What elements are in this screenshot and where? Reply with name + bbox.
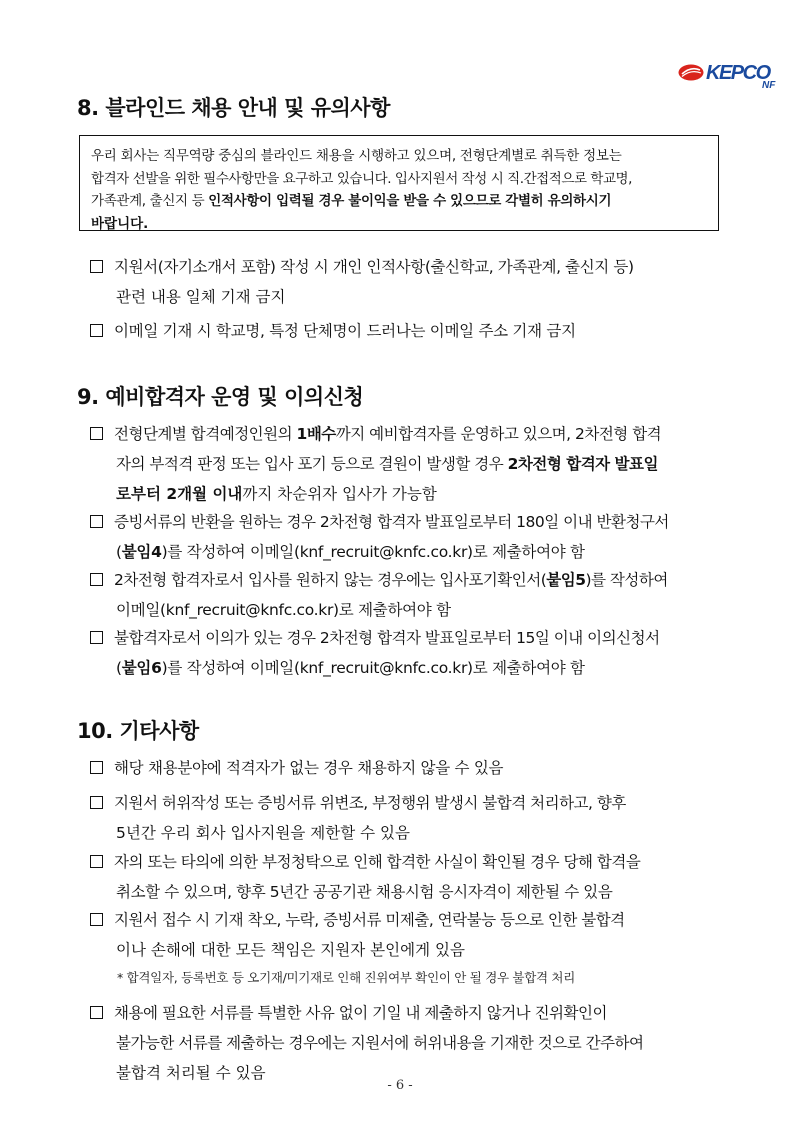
list-item: 전형단계별 합격예정인원의 1배수까지 예비합격자를 운영하고 있으며, 2차전형 합격 자의 부적격 판정 또는 입사 포기 등으로 결원이 발생할 경우 2차전형 합격자 발표일 로부터 2개월 이내까지 차순위자 입사가 가능함 (90, 419, 730, 509)
checkbox-bullet-icon (90, 761, 103, 774)
checkbox-bullet-icon (90, 427, 103, 440)
checkbox-bullet-icon (90, 324, 103, 337)
notice-highlight: 인적사항이 입력될 경우 불이익을 받을 수 있으므로 각별히 유의하시기 (208, 193, 612, 209)
list-item: 증빙서류의 반환을 원하는 경우 2차전형 합격자 발표일로부터 180일 이내 반환청구서 (붙임4)를 작성하여 이메일(knf_recruit@knfc.co.kr)로 제출하여야 함 (90, 507, 730, 567)
checkbox-bullet-icon (90, 260, 103, 273)
checkbox-bullet-icon (90, 855, 103, 868)
list-item: 2차전형 합격자로서 입사를 원하지 않는 경우에는 입사포기확인서(붙임5)를 작성하여 이메일(knf_recruit@knfc.co.kr)로 제출하여야 함 (90, 565, 730, 625)
blind-hiring-notice-box (79, 135, 719, 231)
notice-line: 바랍니다. (91, 215, 149, 232)
list-item: 지원서 허위작성 또는 증빙서류 위변조, 부정행위 발생시 불합격 처리하고, 향후 5년간 우리 회사 입사지원을 제한할 수 있음 (90, 788, 730, 848)
checkbox-bullet-icon (90, 913, 103, 926)
kepco-logo-mark-icon (678, 64, 704, 81)
notice-line: 합격자 선발을 위한 필수사항만을 요구하고 있습니다. 입사지원서 작성 시 직.간접적으로 학교명, (91, 170, 632, 187)
checkbox-bullet-icon (90, 631, 103, 644)
list-item: 불합격자로서 이의가 있는 경우 2차전형 합격자 발표일로부터 15일 이내 이의신청서 (붙임6)를 작성하여 이메일(knf_recruit@knfc.co.kr)로 제출하여야 함 (90, 623, 730, 683)
checkbox-bullet-icon (90, 573, 103, 586)
section-8-title: 8. 블라인드 채용 안내 및 유의사항 (77, 96, 390, 120)
list-item: 지원서(자기소개서 포함) 작성 시 개인 인적사항(출신학교, 가족관계, 출신지 등) 관련 내용 일체 기재 금지 (90, 252, 730, 312)
page-number: - 6 - (387, 1078, 413, 1093)
checkbox-bullet-icon (90, 1006, 103, 1019)
checkbox-bullet-icon (90, 796, 103, 809)
list-item: 이메일 기재 시 학교명, 특정 단체명이 드러나는 이메일 주소 기재 금지 (90, 316, 730, 346)
kepco-nf-logo (678, 58, 778, 92)
logo-subtext: NF (762, 80, 776, 91)
list-item: 채용에 필요한 서류를 특별한 사유 없이 기일 내 제출하지 않거나 진위확인이 불가능한 서류를 제출하는 경우에는 지원서에 허위내용을 기재한 것으로 간주하여 불합격 처리될 수 있음 (90, 998, 730, 1088)
list-item: 지원서 접수 시 기재 착오, 누락, 증빙서류 미제출, 연락불능 등으로 인한 불합격 이나 손해에 대한 모든 책임은 지원자 본인에게 있음 (90, 905, 730, 965)
logo-wordmark: KEPCO (706, 62, 770, 84)
footnote: * 합격일자, 등록번호 등 오기재/미기재로 인해 진위여부 확인이 안 될 경우 불합격 처리 (117, 970, 575, 985)
list-item: 자의 또는 타의에 의한 부정청탁으로 인해 합격한 사실이 확인될 경우 당해 합격을 취소할 수 있으며, 향후 5년간 공공기관 채용시험 응시자격이 제한될 수 있음 (90, 847, 730, 907)
notice-line: 가족관계, 출신지 등 인적사항이 입력될 경우 불이익을 받을 수 있으므로 각별히 유의하시기 (91, 193, 612, 209)
notice-line: 우리 회사는 직무역량 중심의 블라인드 채용을 시행하고 있으며, 전형단계별로 취득한 정보는 (91, 148, 622, 164)
list-item: 해당 채용분야에 적격자가 없는 경우 채용하지 않을 수 있음 (90, 753, 730, 783)
section-10-title: 10. 기타사항 (77, 719, 199, 743)
section-9-title: 9. 예비합격자 운영 및 이의신청 (77, 385, 364, 409)
checkbox-bullet-icon (90, 515, 103, 528)
